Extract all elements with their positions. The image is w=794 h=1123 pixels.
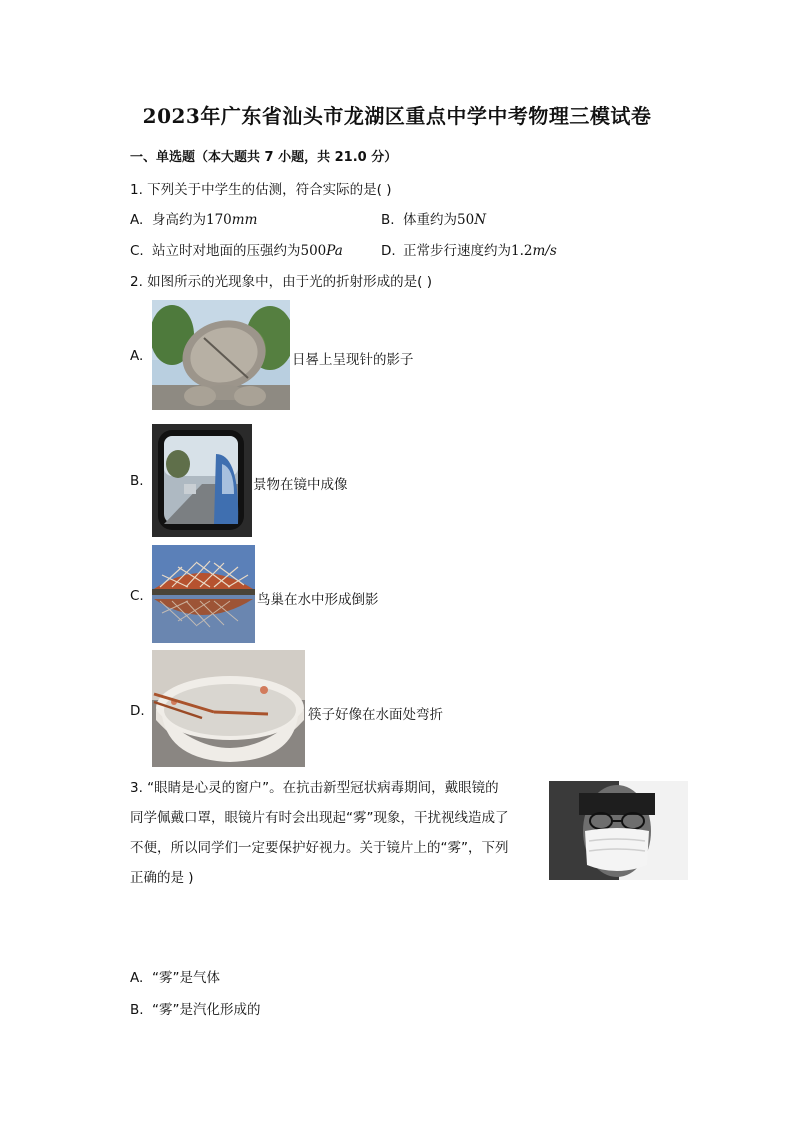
- option-value: 1.2: [511, 243, 533, 259]
- page-title: 2023年广东省汕头市龙湖区重点中学中考物理三模试卷: [142, 104, 652, 128]
- option-text: “雾”是气体: [152, 970, 220, 986]
- q2-option-b-caption: 景物在镜中成像: [253, 477, 348, 493]
- option-unit: Pa: [326, 243, 343, 259]
- option-text: 正常步行速度约为: [403, 243, 511, 259]
- chopsticks-bowl-image: [152, 650, 305, 767]
- question-1-stem: 1. 下列关于中学生的估测，符合实际的是( ): [130, 182, 392, 198]
- q2-option-c-letter: C.: [130, 588, 144, 604]
- option-text: 体重约为: [403, 212, 457, 228]
- q1-option-d: [381, 239, 557, 259]
- option-unit: m/s: [532, 243, 557, 259]
- q2-option-d-letter: D.: [130, 703, 145, 719]
- question-3-line: 正确的是 ): [130, 870, 194, 886]
- option-letter: D.: [381, 243, 396, 259]
- option-letter: A.: [130, 970, 144, 986]
- option-letter: A.: [130, 212, 144, 228]
- question-3-line: 3. “眼睛是心灵的窗户”。在抗击新型冠状病毒期间，戴眼镜的: [130, 780, 499, 796]
- option-value: 170: [206, 212, 232, 228]
- option-letter: C.: [130, 243, 144, 259]
- q3-option-a: [130, 966, 220, 986]
- option-letter: B.: [130, 1002, 144, 1018]
- option-text: 身高约为: [152, 212, 206, 228]
- student-mask-photo: [549, 781, 688, 880]
- birds-nest-image: [152, 545, 255, 643]
- q2-option-a-letter: A.: [130, 348, 144, 364]
- option-letter: B.: [381, 212, 395, 228]
- question-3-line: 同学佩戴口罩，眼镜片有时会出现起“雾”现象，干扰视线造成了: [130, 810, 509, 826]
- question-3-stem: [130, 773, 540, 893]
- option-text: “雾”是汽化形成的: [152, 1002, 261, 1018]
- question-2-stem: 2. 如图所示的光现象中，由于光的折射形成的是( ): [130, 274, 432, 290]
- question-3-line: 不便，所以同学们一定要保护好视力。关于镜片上的“雾”，下列: [130, 840, 509, 856]
- section-heading: 一、单选题（本大题共 7 小题，共 21.0 分）: [130, 150, 398, 165]
- q1-option-a: [130, 208, 257, 228]
- option-value: 500: [300, 243, 327, 259]
- sundial-image: [152, 300, 290, 410]
- q1-option-c: [130, 239, 343, 259]
- option-value: 50: [457, 212, 475, 228]
- q1-option-b: [381, 208, 486, 228]
- option-unit: N: [474, 212, 486, 228]
- option-unit: mm: [231, 212, 258, 228]
- q2-option-a-caption: 日晷上呈现针的影子: [292, 352, 414, 368]
- q2-option-d-caption: 筷子好像在水面处弯折: [308, 707, 443, 723]
- q3-option-b: [130, 998, 261, 1018]
- q2-option-b-letter: B.: [130, 473, 144, 489]
- q2-option-c-caption: 鸟巢在水中形成倒影: [257, 592, 379, 608]
- option-text: 站立时对地面的压强约为: [152, 243, 301, 259]
- mirror-image: [152, 424, 252, 537]
